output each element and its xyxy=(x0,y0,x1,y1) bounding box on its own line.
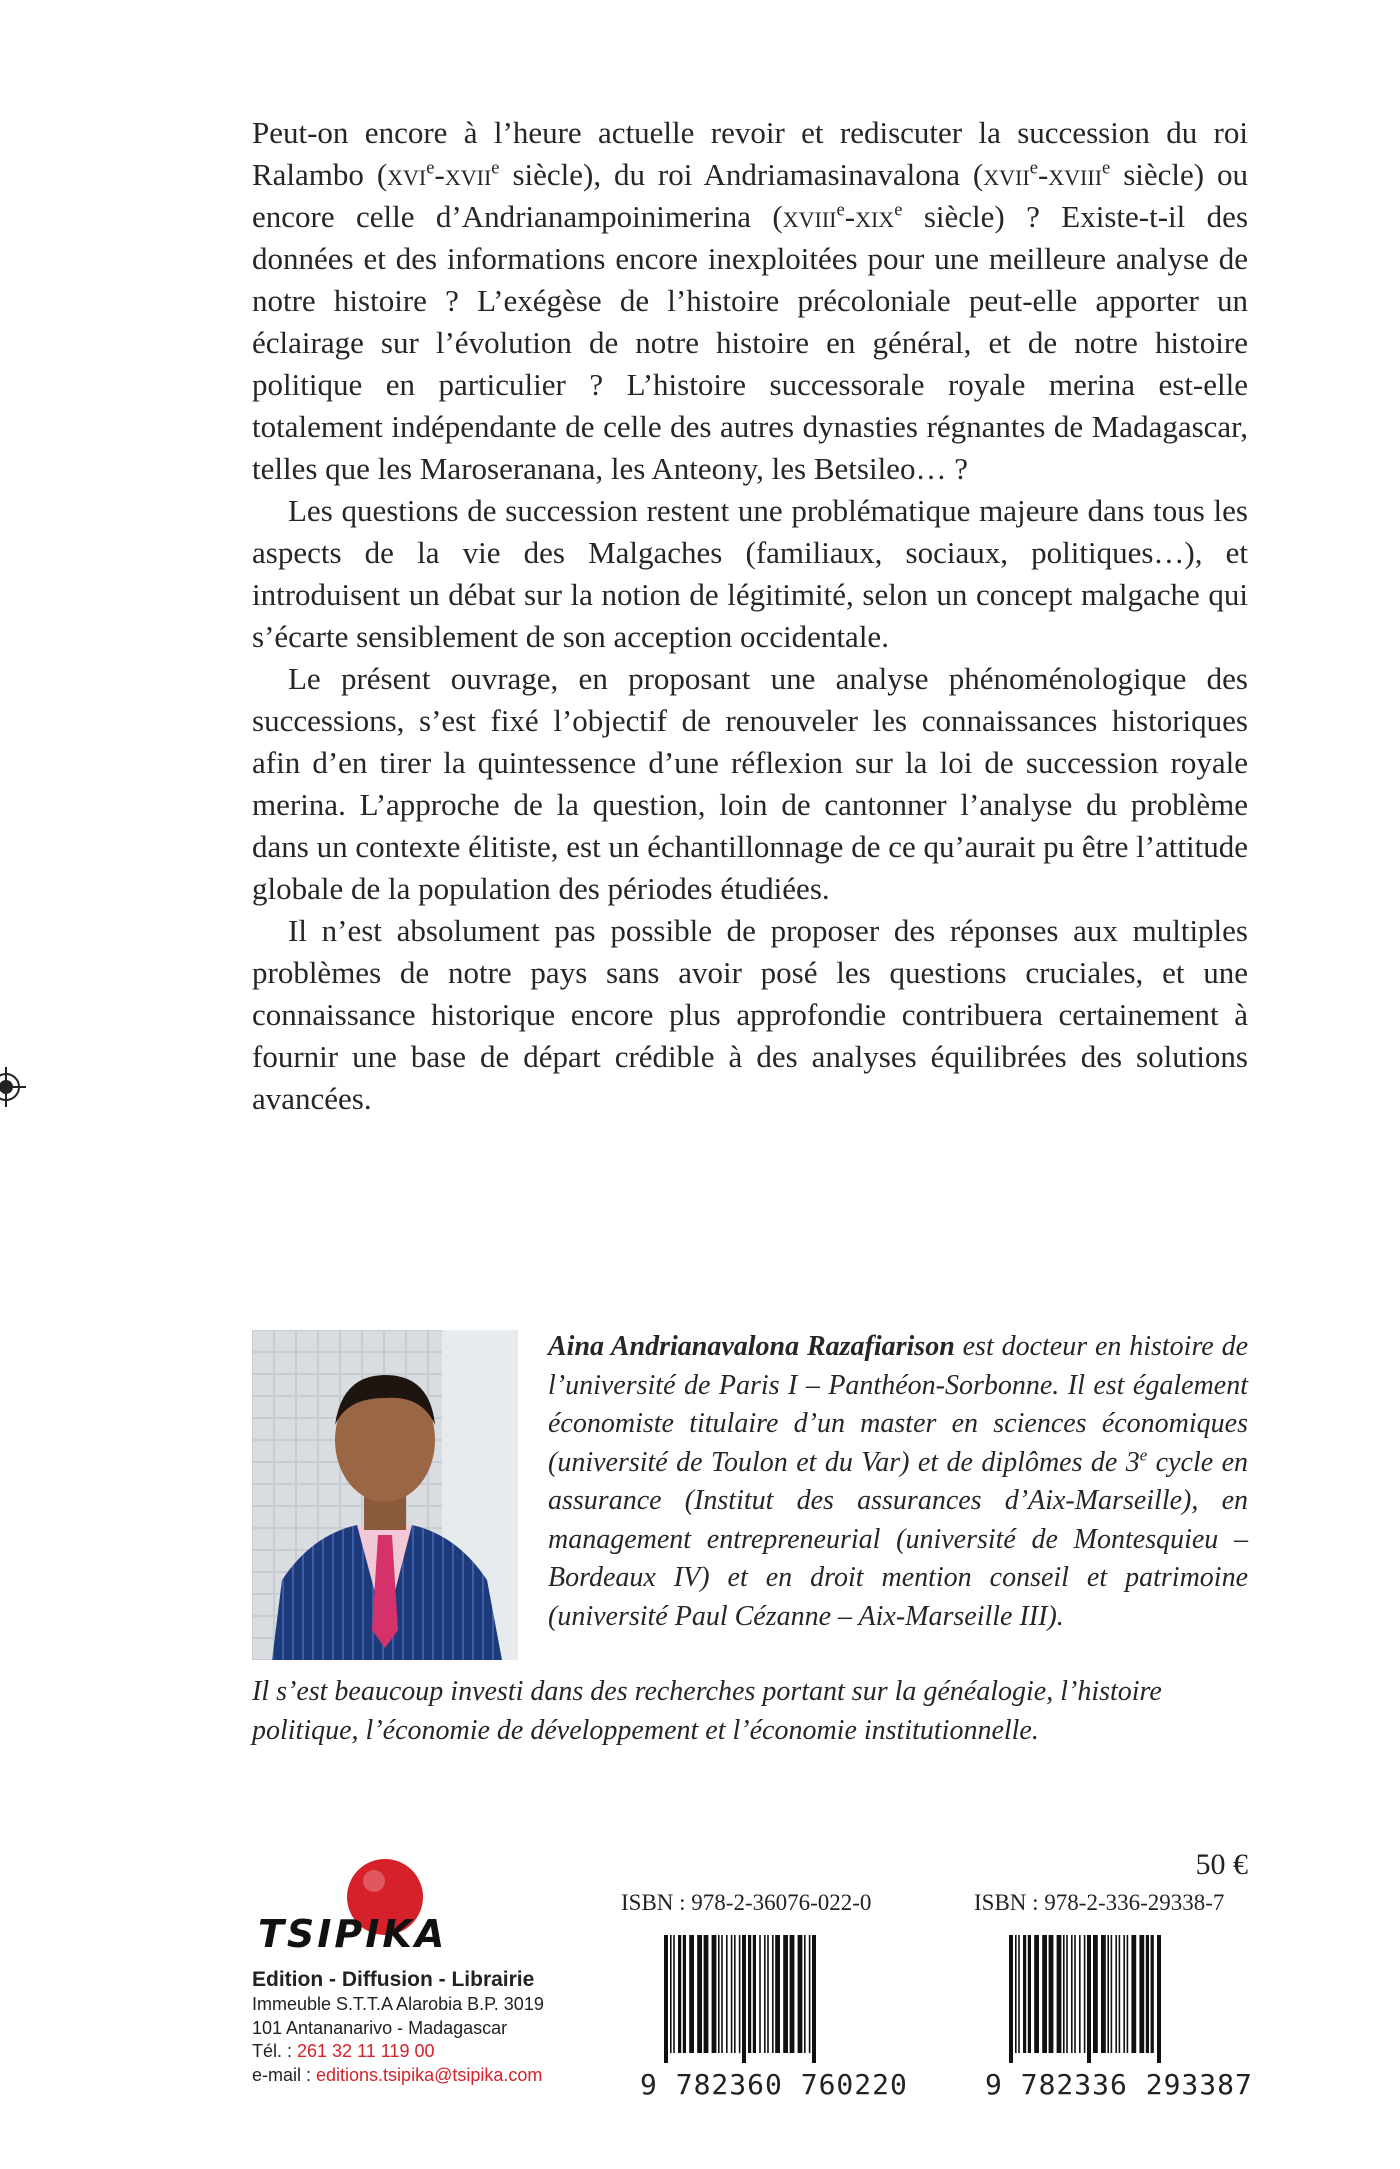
barcode-bar xyxy=(1087,1935,1089,2063)
back-cover-text xyxy=(252,112,1248,1120)
barcode-bar xyxy=(764,1935,766,2053)
publisher-info xyxy=(252,1966,582,2087)
barcode-bar xyxy=(1018,1935,1020,2053)
barcode-2 xyxy=(1005,1935,1250,2065)
publisher-address-1: Immeuble S.T.T.A Alarobia B.P. 3019 xyxy=(252,1994,544,2014)
barcode-bar xyxy=(753,1935,756,2053)
barcode-bar xyxy=(721,1935,723,2053)
paragraph-3: Le présent ouvrage, en proposant une analyse phénoménologique des successions, s’est fixé l’objectif de renouveler les connaissances historiques afin d’en tirer la quintessence d’une réflexion sur la loi de succession royale merina. L’approche de la question, loin de cantonner l’analyse du problème dans un contexte élitiste, est un échantillonnage de ce qu’aurait pu être l’attitude globale de la population des périodes étudiées. xyxy=(252,661,1248,906)
publisher-address-2: 101 Antananarivo - Madagascar xyxy=(252,2017,508,2038)
publisher-tagline: Edition - Diffusion - Librairie xyxy=(252,1968,535,1991)
barcode-bar xyxy=(812,1935,814,2063)
barcode-bar xyxy=(809,1935,811,2053)
author-bio-extra: Il s’est beaucoup investi dans des recherches portant sur la généalogie, l’histoire politique, l’économie de développement et l’économie institutionnelle. xyxy=(252,1676,1162,1746)
barcode-bar xyxy=(1157,1935,1159,2063)
barcode-bar xyxy=(1042,1935,1047,2053)
barcode-bar xyxy=(775,1935,780,2053)
barcode-bar xyxy=(704,1935,709,2053)
barcode-bar xyxy=(739,1935,741,2053)
barcode-bar xyxy=(804,1935,806,2053)
barcode-bar xyxy=(772,1935,774,2053)
publisher-phone: Tél. : 261 32 11 119 00 xyxy=(252,2041,435,2061)
barcode-bar xyxy=(783,1935,788,2053)
barcode-bar xyxy=(1074,1935,1076,2053)
barcode-bar xyxy=(744,1935,746,2063)
barcode-digits-2: 9 782336 293387 xyxy=(985,2068,1253,2101)
barcode-bar xyxy=(673,1935,675,2053)
barcode-bar xyxy=(1079,1935,1081,2053)
barcode-bar xyxy=(1119,1935,1121,2053)
barcode-bar xyxy=(1011,1935,1013,2063)
logo-text: TSIPIKA xyxy=(258,1912,448,1956)
barcode-bar xyxy=(1015,1935,1017,2053)
barcode-bar xyxy=(1139,1935,1144,2053)
barcode-bar xyxy=(1159,1935,1161,2063)
barcode-bar xyxy=(1034,1935,1039,2053)
author-name: Aina Andrianavalona Razafiarison xyxy=(548,1331,955,1362)
paragraph-2: Les questions de succession restent une problématique majeure dans tous les aspects de la vie des Malgaches (familiaux, sociaux, politiques…), et introduisent un débat sur la notion de légitimité, selon un concept malgache qui s’écarte sensiblement de son acception occidentale. xyxy=(252,493,1248,654)
paragraph-4: Il n’est absolument pas possible de proposer des réponses aux multiples problèmes de notre pays sans avoir posé les questions cruciales, et une connaissance historique encore plus approfondie contribuera certainement à fournir une base de départ crédible à des analyses équilibrées des solutions avancées. xyxy=(252,913,1248,1116)
barcode-bar xyxy=(1057,1935,1062,2053)
barcode-bar xyxy=(1123,1935,1125,2053)
barcode-bar xyxy=(1111,1935,1113,2053)
barcode-bar xyxy=(798,1935,803,2053)
barcode-bar xyxy=(664,1935,666,2063)
barcode-bar xyxy=(726,1935,728,2053)
barcode-bar xyxy=(1049,1935,1054,2053)
isbn-label-2: ISBN : 978-2-336-29338-7 xyxy=(974,1890,1225,1915)
barcode-bar xyxy=(1009,1935,1011,2063)
barcode-bar xyxy=(1028,1935,1031,2053)
barcode-bar xyxy=(697,1935,702,2053)
barcode-digits-1: 9 782360 760220 xyxy=(640,2068,908,2101)
barcode-bar xyxy=(1101,1935,1106,2053)
barcode-bar xyxy=(814,1935,816,2063)
publisher-email: e-mail : editions.tsipika@tsipika.com xyxy=(252,2064,543,2085)
price: 50 € xyxy=(1195,1848,1248,1881)
barcode-bar xyxy=(1107,1935,1109,2053)
barcode-bar xyxy=(1063,1935,1065,2053)
barcode-1 xyxy=(660,1935,905,2065)
barcode-bar xyxy=(767,1935,769,2053)
barcode-bar xyxy=(1071,1935,1073,2053)
barcode-bar xyxy=(1146,1935,1149,2053)
barcode-bar xyxy=(759,1935,761,2053)
author-photo xyxy=(252,1330,518,1660)
barcode-bar xyxy=(1151,1935,1154,2053)
publisher-logo xyxy=(250,1855,450,1965)
barcode-bar xyxy=(1115,1935,1117,2053)
isbn-label-1: ISBN : 978-2-36076-022-0 xyxy=(621,1890,872,1915)
barcode-bar xyxy=(666,1935,668,2063)
barcode-bar xyxy=(689,1935,694,2053)
barcode-bar xyxy=(670,1935,672,2053)
barcode-bar xyxy=(731,1935,733,2053)
barcode-bar xyxy=(683,1935,686,2053)
barcode-bar xyxy=(748,1935,751,2053)
author-bio: Aina Andrianavalona Razafiarison est docteur en histoire de l’université de Paris I – Panthéon-Sorbonne. Il est également économiste titulaire d’un master en sciences économiques (université de Toulon et du Var) et de diplômes de 3e cycle en assurance (Institut des assurances d’Aix-Marseille), en management entrepreneurial (université de Montesquieu – Bordeaux IV) et en droit mention conseil et patrimoine (université Paul Cézanne – Aix-Marseille III). xyxy=(548,1331,1248,1632)
registration-mark-icon xyxy=(0,1067,26,1107)
barcode-bar xyxy=(1089,1935,1091,2063)
barcode-bar xyxy=(790,1935,795,2053)
barcode-bar xyxy=(1093,1935,1098,2053)
barcode-bar xyxy=(1023,1935,1026,2053)
barcode-bar xyxy=(712,1935,717,2053)
barcode-bar xyxy=(1127,1935,1129,2053)
barcode-bar xyxy=(734,1935,736,2053)
barcode-bar xyxy=(742,1935,744,2063)
barcode-bar xyxy=(1131,1935,1136,2053)
paragraph-1: Peut-on encore à l’heure actuelle revoir et rediscuter la succession du roi Ralambo (xvi$^e$-xvii$^e$ siècle), du roi Andriamasinavalona (xvii$^e$-xviii$^e$ siècle) ou encore celle d’Andrianampoinimerina (xviii$^e$-xix$^e$ siècle) ? Existe-t-il des données et des informations encore inexploitées pour une meilleure analyse de notre histoire ? L’exégèse de l’histoire précoloniale peut-elle apporter un éclairage sur l’évolution de notre histoire en général, et de notre histoire politique en particulier ? L’histoire successorale royale merina est-elle totalement indépendante de celle des autres dynasties régnantes de Madagascar, telles que les Maroseranana, les Anteony, les Betsileo… ? xyxy=(252,115,1249,486)
barcode-bar xyxy=(1066,1935,1068,2053)
barcode-bar xyxy=(1084,1935,1086,2053)
barcode-bar xyxy=(718,1935,720,2053)
barcode-bar xyxy=(678,1935,681,2053)
